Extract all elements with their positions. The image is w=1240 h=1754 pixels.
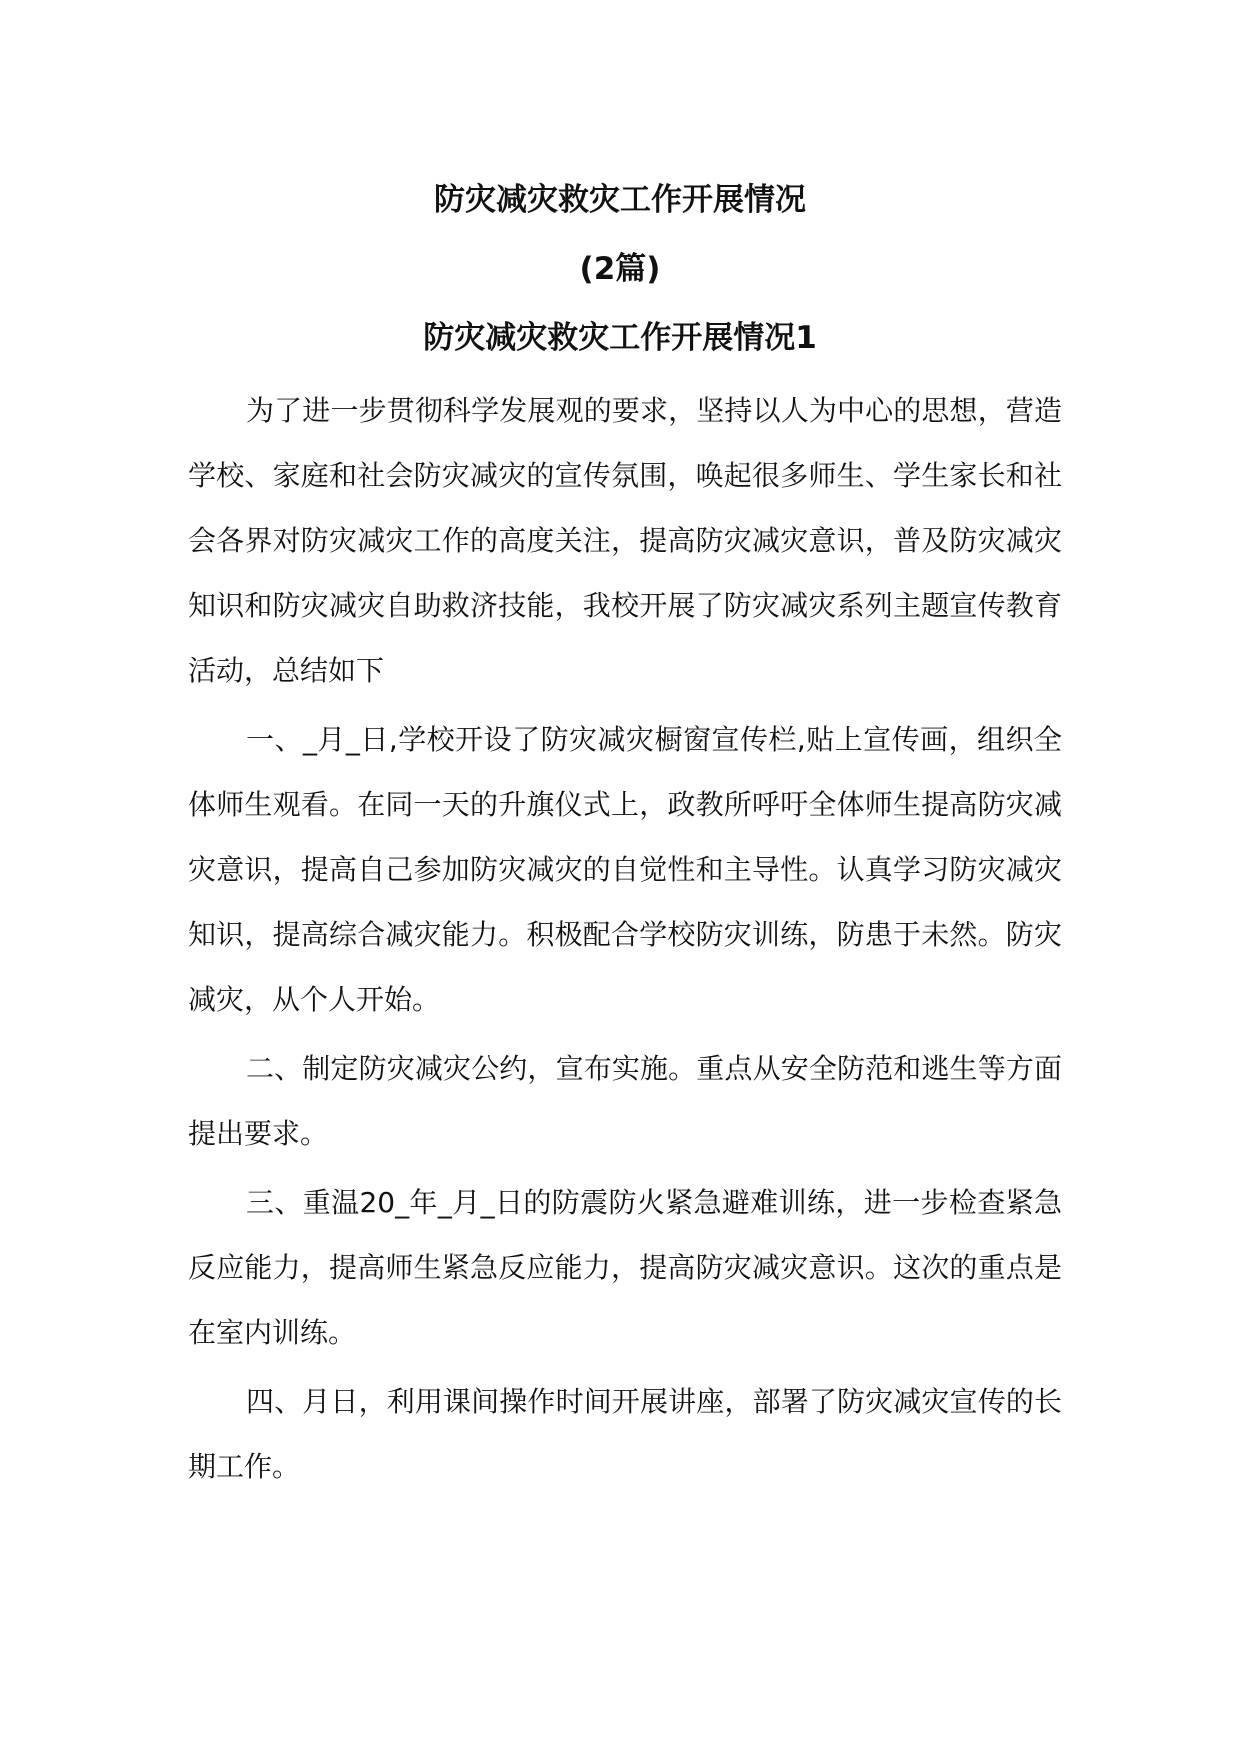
- document-title: 防灾减灾救灾工作开展情况: [434, 182, 806, 218]
- paragraph-item-3: 三、重温20_年_月_日的防震防火紧急避难训练，进一步检查紧急反应能力，提高师生紧急反应能力，提高防灾减灾意识。这次的重点是在室内训练。: [188, 1186, 1062, 1349]
- paragraph-item-2: 二、制定防灾减灾公约，宣布实施。重点从安全防范和逃生等方面提出要求。: [188, 1052, 1062, 1150]
- paragraph-intro: 为了进一步贯彻科学发展观的要求，坚持以人为中心的思想，营造学校、家庭和社会防灾减灾的宣传氛围，唤起很多师生、学生家长和社会各界对防灾减灾工作的高度关注，提高防灾减灾意识，普及防灾减灾知识和防灾减灾自助救济技能，我校开展了防灾减灾系列主题宣传教育活动，总结如下: [188, 394, 1062, 687]
- document-count: (2篇): [579, 251, 661, 287]
- document-body: [188, 378, 1062, 1503]
- section-title: 防灾减灾救灾工作开展情况1: [423, 320, 817, 356]
- paragraph-item-1: 一、_月_日,学校开设了防灾减灾橱窗宣传栏,贴上宣传画，组织全体师生观看。在同一天的升旗仪式上，政教所呼吁全体师生提高防灾减灾意识，提高自己参加防灾减灾的自觉性和主导性。认真学习防灾减灾知识，提高综合减灾能力。积极配合学校防灾训练，防患于未然。防灾减灾，从个人开始。: [188, 723, 1062, 1016]
- paragraph-item-4: 四、月日，利用课间操作时间开展讲座，部署了防灾减灾宣传的长期工作。: [188, 1385, 1062, 1483]
